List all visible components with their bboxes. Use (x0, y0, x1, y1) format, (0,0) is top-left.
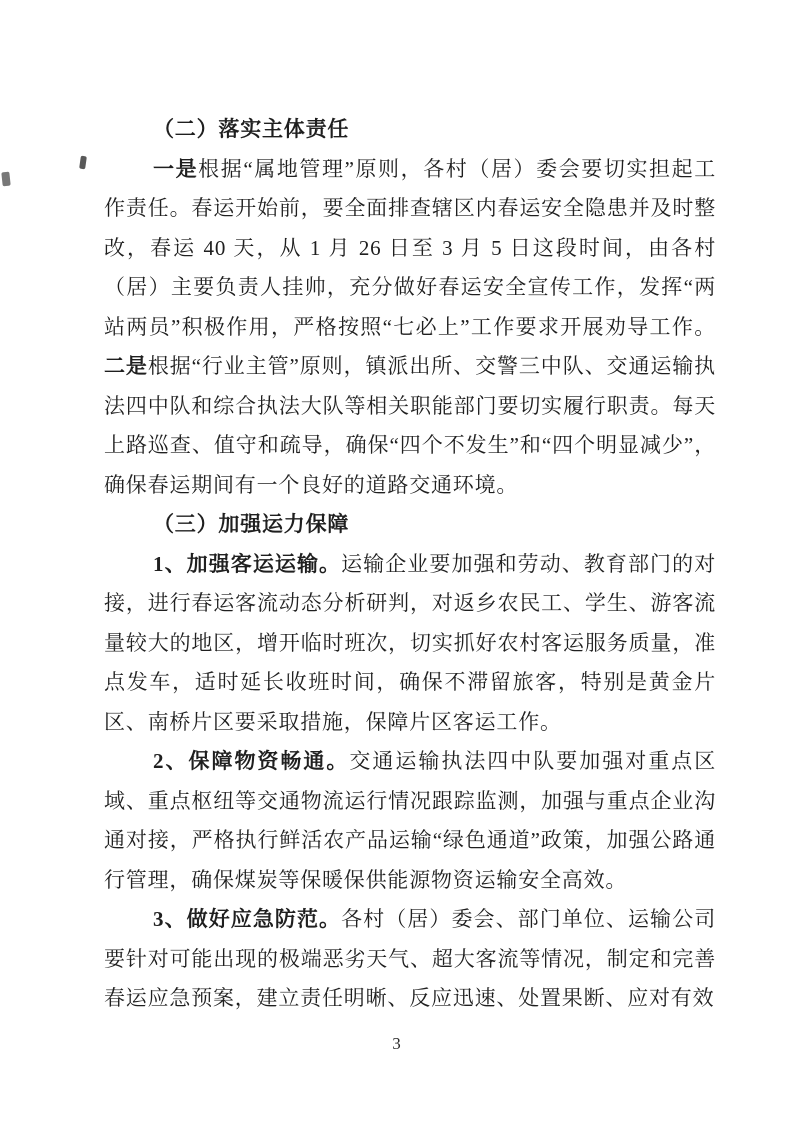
body-text: 交通运输执法四中队要加强对重点区域、重点枢纽等交通物流运行情况跟踪监测，加强与重点企业沟通对接，严格执行鲜活农产品运输“绿色通道”政策，加强公路通行管理，确保煤炭等保暖保供能源物资运输安全高效。 (104, 749, 716, 892)
scan-artifact (1, 172, 10, 187)
document-body (104, 110, 716, 1019)
item-2-title: 2、保障物资畅通。 (153, 749, 350, 773)
body-text: 运输企业要加强和劳动、教育部门的对接，进行春运客流动态分析研判，对返乡农民工、学生、游客流量较大的地区，增开临时班次，切实抓好农村客运服务质量，准点发车，适时延长收班时间，确保不滞留旅客，特别是黄金片区、南桥片区要采取措施，保障片区客运工作。 (104, 551, 716, 734)
lead-phrase-yishi: 一是 (153, 156, 199, 181)
section-heading-3: （三）加强运力保障 (153, 512, 350, 536)
lead-phrase-ershi: 二是 (104, 354, 148, 378)
scan-artifact (79, 156, 87, 170)
body-text: 各村（居）委会、部门单位、运输公司要针对可能出现的极端恶劣天气、超大客流等情况，制定和完善春运应急预案，建立责任明晰、反应迅速、处置果断、应对有效 (104, 907, 716, 1010)
paragraph-item-3 (104, 900, 716, 1019)
body-text: 根据“属地管理”原则，各村（居）委会要切实担起工作责任。春运开始前，要全面排查辖区内春运安全隐患并及时整改，春运 40 天，从 1 月 26 日至 3 月 5 日这段时间，由各村（居）主要负责人挂帅，充分做好春运安全宣传工作，发挥“两站两员”积极作用，严格按照“七必上”工作要求开展劝导工作。 (104, 156, 716, 339)
page-number: 3 (392, 1034, 401, 1053)
item-3-title: 3、做好应急防范。 (153, 907, 342, 931)
paragraph-item-1 (104, 545, 716, 743)
section-heading-2: （二）落实主体责任 (153, 117, 350, 141)
body-text: 根据“行业主管”原则，镇派出所、交警三中队、交通运输执法四中队和综合执法大队等相关职能部门要切实履行职责。每天上路巡查、值守和疏导，确保“四个不发生”和“四个明显减少”，确保春运期间有一个良好的道路交通环境。 (104, 354, 716, 497)
paragraph-responsibility (104, 150, 716, 506)
item-1-title: 1、加强客运运输。 (153, 551, 342, 576)
paragraph-item-2 (104, 742, 716, 900)
